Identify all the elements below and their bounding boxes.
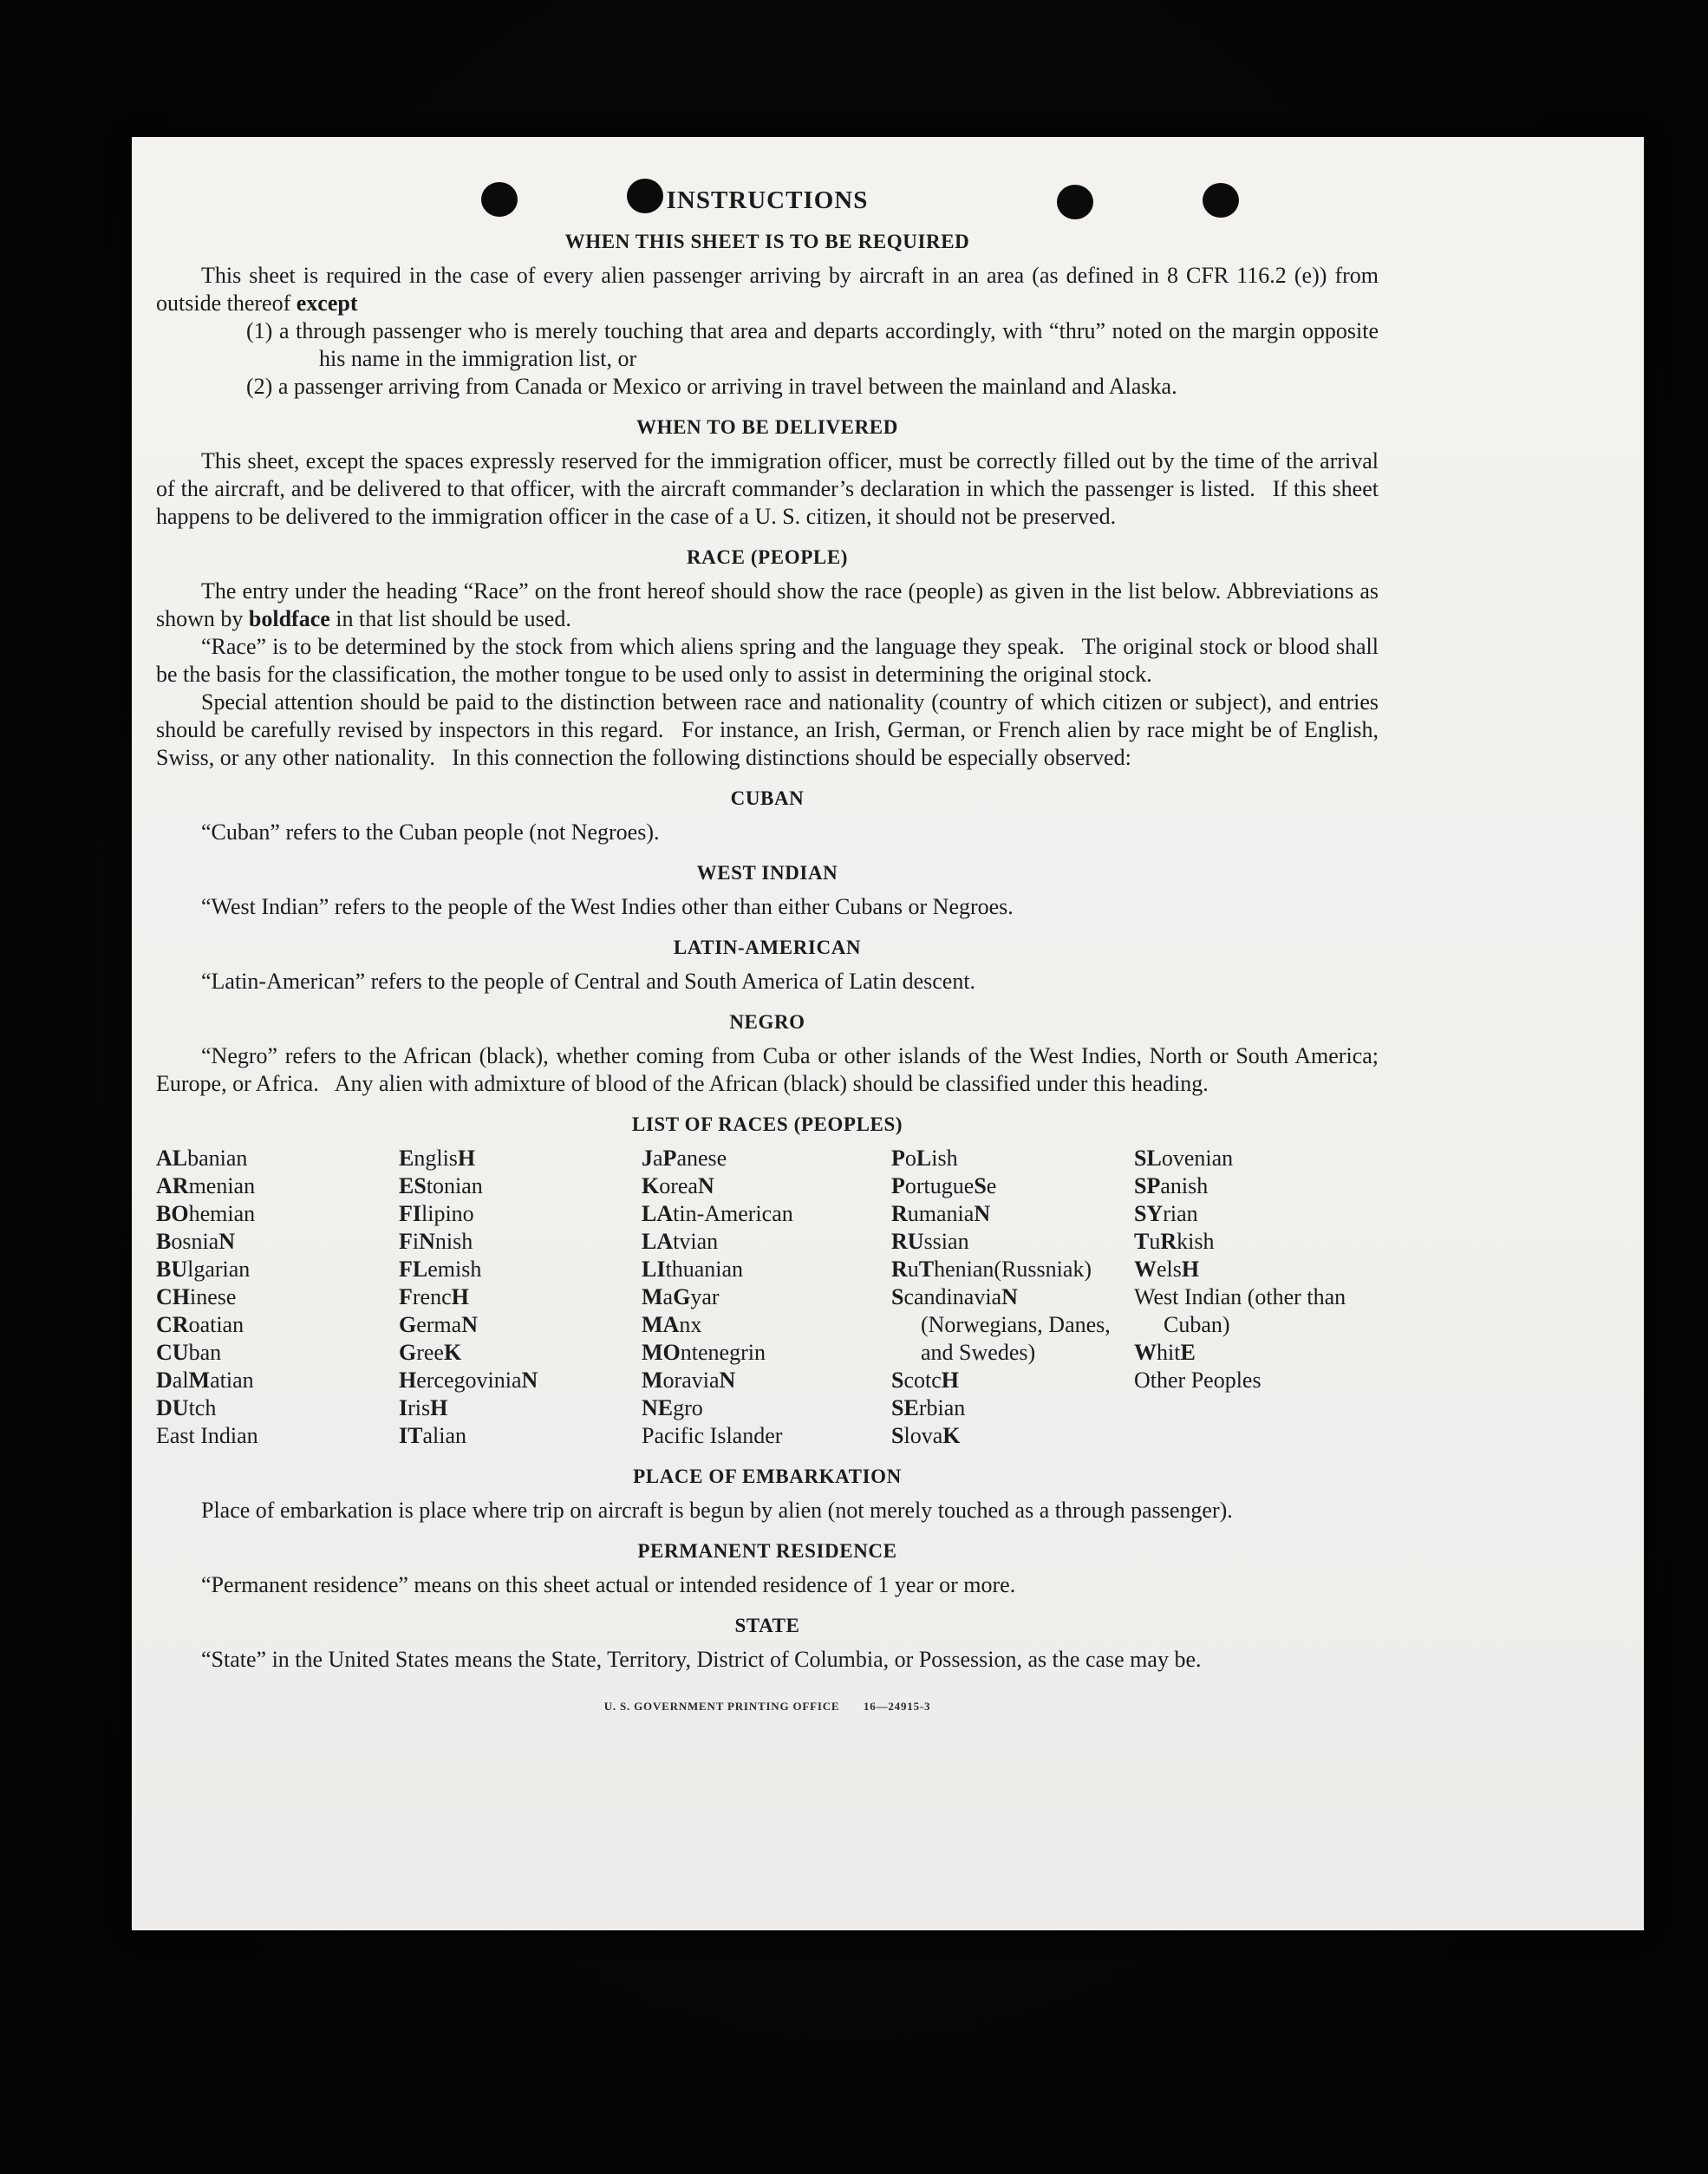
section-heading-residence: PERMANENT RESIDENCE	[637, 1540, 897, 1562]
race-column	[399, 1145, 642, 1450]
required-list-item-2: (2) a passenger arriving from Canada or Mexico or arriving in travel between the mainland and Alaska.	[246, 374, 1177, 399]
race-item: SErbian	[891, 1395, 966, 1420]
race-item: GermaN	[399, 1312, 478, 1337]
race-item: ScandinaviaN (Norwegians, Danes, and Swedes)	[891, 1284, 1111, 1365]
required-list-item-1: (1) a through passenger who is merely touching that area and departs accordingly, with “thru” noted on the margin opposite his name in the immigration list, or	[246, 318, 1379, 371]
race-item: ALbanian	[156, 1146, 248, 1171]
document-content	[156, 186, 1379, 1720]
hole-punch-mark-1	[481, 182, 518, 217]
race-item: EnglisH	[399, 1146, 476, 1171]
paragraph-required-intro: This sheet is required in the case of every alien passenger arriving by aircraft in an area (as defined in 8 CFR 116.2 (e)) from outside thereof except	[156, 263, 1379, 316]
race-item: DalMatian	[156, 1368, 254, 1393]
race-item: RumaniaN	[891, 1201, 991, 1226]
race-item: WhitE	[1134, 1340, 1196, 1365]
race-item: ITalian	[399, 1423, 466, 1448]
race-item: WelsH	[1134, 1257, 1200, 1282]
race-item: LAtvian	[642, 1229, 719, 1254]
race-column	[642, 1145, 891, 1450]
paragraph-race-3: Special attention should be paid to the distinction between race and nationality (country of which citizen or subject), and entries should be carefully revised by inspectors in this regard. For instance, an Irish, German, or French alien by race might be of English, Swiss, or any other nationality. In this connection the following distinctions should be especially observed:	[156, 689, 1379, 770]
race-item: Other Peoples	[1134, 1368, 1261, 1393]
race-item: CRoatian	[156, 1312, 244, 1337]
paragraph-state: “State” in the United States means the State, Territory, District of Columbia, or Possession, as the case may be.	[201, 1647, 1202, 1672]
section-heading-races-list: LIST OF RACES (PEOPLES)	[631, 1113, 903, 1135]
race-item: RuThenian(Russniak)	[891, 1257, 1092, 1282]
race-item: MOntenegrin	[642, 1340, 766, 1365]
section-heading-delivered: WHEN TO BE DELIVERED	[636, 416, 898, 438]
race-item: MoraviaN	[642, 1368, 736, 1393]
section-heading-latin-american: LATIN-AMERICAN	[673, 937, 862, 958]
hole-punch-mark-3	[1057, 185, 1093, 219]
paragraph-delivered: This sheet, except the spaces expressly reserved for the immigration officer, must be correctly filled out by the time of the arrival of the aircraft, and be delivered to that officer, with the aircraft commander’s declaration in which the passenger is listed. If this sheet happens to be delivered to the immigration officer in the case of a U. S. citizen, it should not be preserved.	[156, 448, 1379, 529]
race-item: IrisH	[399, 1395, 448, 1420]
section-heading-embarkation: PLACE OF EMBARKATION	[633, 1466, 902, 1487]
race-item: ScotcH	[891, 1368, 960, 1393]
paragraph-negro: “Negro” refers to the African (black), whether coming from Cuba or other islands of the West Indies, North or South America; Europe, or Africa. Any alien with admixture of blood of the African (black) should be classified under this heading.	[156, 1043, 1379, 1096]
race-item: East Indian	[156, 1423, 258, 1448]
section-heading-state: STATE	[734, 1615, 800, 1636]
race-item: RUssian	[891, 1229, 969, 1254]
races-columns	[156, 1145, 1379, 1450]
race-item: Pacific Islander	[642, 1423, 783, 1448]
race-item: CUban	[156, 1340, 222, 1365]
race-item: SPanish	[1134, 1173, 1209, 1198]
section-heading-cuban: CUBAN	[730, 787, 805, 809]
race-item: PortugueSe	[891, 1173, 997, 1198]
race-item: CHinese	[156, 1284, 237, 1309]
paragraph-race-1: The entry under the heading “Race” on the front hereof should show the race (people) as given in the list below. Abbreviations as shown by boldface in that list should be used.	[156, 578, 1379, 631]
race-item: NEgro	[642, 1395, 703, 1420]
instruction-sheet	[132, 137, 1644, 1930]
race-item: SLovenian	[1134, 1146, 1234, 1171]
race-item: FIlipino	[399, 1201, 474, 1226]
section-heading-required: WHEN THIS SHEET IS TO BE REQUIRED	[564, 231, 970, 252]
race-item: SlovaK	[891, 1423, 961, 1448]
section-heading-west-indian: WEST INDIAN	[696, 862, 838, 884]
page-title: INSTRUCTIONS	[666, 186, 869, 214]
race-item: BosniaN	[156, 1229, 236, 1254]
race-item: ARmenian	[156, 1173, 256, 1198]
race-item: DUtch	[156, 1395, 217, 1420]
hole-punch-mark-2	[627, 179, 663, 213]
race-item: FrencH	[399, 1284, 469, 1309]
paragraph-residence: “Permanent residence” means on this sheet actual or intended residence of 1 year or more.	[201, 1572, 1016, 1597]
paragraph-cuban: “Cuban” refers to the Cuban people (not Negroes).	[201, 819, 660, 845]
section-heading-race: RACE (PEOPLE)	[686, 546, 849, 568]
race-column	[156, 1145, 399, 1450]
race-item: TuRkish	[1134, 1229, 1215, 1254]
paragraph-west-indian: “West Indian” refers to the people of the West Indies other than either Cubans or Negroes.	[201, 894, 1014, 919]
paragraph-embarkation: Place of embarkation is place where trip on aircraft is begun by alien (not merely touched as a through passenger).	[201, 1498, 1233, 1523]
race-item: MaGyar	[642, 1284, 720, 1309]
race-column	[891, 1145, 1134, 1450]
paragraph-race-2: “Race” is to be determined by the stock from which aliens spring and the language they speak. The original stock or blood shall be the basis for the classification, the mother tongue to be used only to assist in determining the original stock.	[156, 634, 1379, 687]
race-item: BOhemian	[156, 1201, 256, 1226]
hole-punch-mark-4	[1203, 183, 1239, 218]
paragraph-latin-american: “Latin-American” refers to the people of Central and South America of Latin descent.	[201, 969, 976, 994]
race-item: FiNnish	[399, 1229, 473, 1254]
race-column	[1134, 1145, 1379, 1450]
race-item: BUlgarian	[156, 1257, 251, 1282]
race-item: KoreaN	[642, 1173, 714, 1198]
race-item: HercegoviniaN	[399, 1368, 538, 1393]
race-item: LIthuanian	[642, 1257, 743, 1282]
race-item: LAtin-American	[642, 1201, 793, 1226]
race-item: PoLish	[891, 1146, 958, 1171]
race-item: EStonian	[399, 1173, 483, 1198]
section-heading-negro: NEGRO	[729, 1011, 805, 1033]
race-item: SYrian	[1134, 1201, 1198, 1226]
race-item: GreeK	[399, 1340, 462, 1365]
race-item: MAnx	[642, 1312, 702, 1337]
race-item: FLemish	[399, 1257, 482, 1282]
printing-office-footer: U. S. GOVERNMENT PRINTING OFFICE 16—24915-3	[603, 1700, 931, 1713]
race-item: JaPanese	[642, 1146, 727, 1171]
race-item: West Indian (other than Cuban)	[1134, 1284, 1346, 1337]
